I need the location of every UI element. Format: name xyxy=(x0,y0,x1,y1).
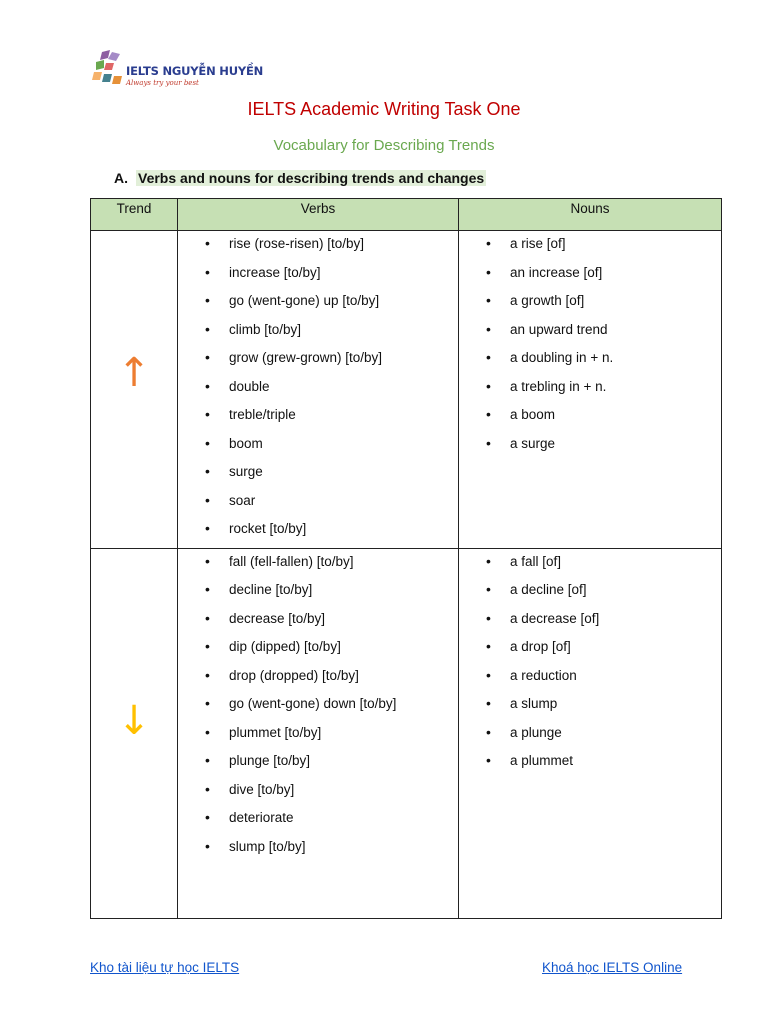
table-row-upward xyxy=(91,231,722,549)
verb-item: • drop (dropped) [to/by] xyxy=(178,666,458,695)
verb-item: • plunge [to/by] xyxy=(178,751,458,780)
verb-item: • soar xyxy=(178,491,458,520)
arrow-down-icon: ↓ xyxy=(117,697,151,744)
noun-item: • a reduction xyxy=(459,666,721,695)
verbs-list-up xyxy=(178,231,458,548)
section-text: Verbs and nouns for describing trends and changes xyxy=(138,170,485,186)
verb-item: • dive [to/by] xyxy=(178,780,458,809)
noun-item: • a plummet xyxy=(459,751,721,780)
nouns-cell-up xyxy=(459,231,722,549)
noun-item: • a fall [of] xyxy=(459,552,721,581)
trend-cell-down xyxy=(91,548,178,918)
brand-logo xyxy=(92,48,262,94)
verb-item: • treble/triple xyxy=(178,405,458,434)
arrow-up-icon: ↑ xyxy=(117,350,151,396)
section-heading xyxy=(114,170,486,186)
verb-item: • decline [to/by] xyxy=(178,580,458,609)
noun-item: • a trebling in + n. xyxy=(459,377,721,406)
verb-item: • dip (dipped) [to/by] xyxy=(178,637,458,666)
noun-item: • a plunge xyxy=(459,723,721,752)
noun-item: • a rise [of] xyxy=(459,234,721,263)
verb-item: • slump [to/by] xyxy=(178,837,458,866)
noun-item: • a decrease [of] xyxy=(459,609,721,638)
page-subtitle: Vocabulary for Describing Trends xyxy=(273,137,495,154)
nouns-list-up xyxy=(459,231,721,462)
nouns-list-down xyxy=(459,549,721,780)
logo-mark-icon xyxy=(92,48,126,94)
verb-item: • grow (grew-grown) [to/by] xyxy=(178,348,458,377)
page-title: IELTS Academic Writing Task One xyxy=(247,99,521,119)
noun-item: • a decline [of] xyxy=(459,580,721,609)
verb-item: • plummet [to/by] xyxy=(178,723,458,752)
verb-item: • go (went-gone) up [to/by] xyxy=(178,291,458,320)
verb-item: • surge xyxy=(178,462,458,491)
noun-item: • a boom xyxy=(459,405,721,434)
verbs-cell-down xyxy=(178,548,459,918)
noun-item: • a slump xyxy=(459,694,721,723)
verb-item: • rise (rose-risen) [to/by] xyxy=(178,234,458,263)
verb-item: • double xyxy=(178,377,458,406)
verb-item: • boom xyxy=(178,434,458,463)
table-header-row xyxy=(91,199,722,231)
verbs-cell-up xyxy=(178,231,459,549)
footer-link-course[interactable]: Khoá học IELTS Online xyxy=(542,960,683,975)
logo-tagline: Always try your best xyxy=(126,79,199,87)
header-verbs: Verbs xyxy=(178,199,459,231)
verbs-list-down xyxy=(178,549,458,866)
noun-item: • a doubling in + n. xyxy=(459,348,721,377)
footer-link-materials[interactable]: Kho tài liệu tự học IELTS xyxy=(90,960,240,975)
table-row-downward xyxy=(91,548,722,918)
verb-item: • climb [to/by] xyxy=(178,320,458,349)
verb-item: • rocket [to/by] xyxy=(178,519,458,548)
nouns-cell-down xyxy=(459,548,722,918)
section-letter: A. xyxy=(114,170,128,186)
verb-item: • decrease [to/by] xyxy=(178,609,458,638)
header-trend: Trend xyxy=(91,199,178,231)
vocab-table xyxy=(90,198,722,919)
logo-name: IELTS NGUYỄN HUYỀN xyxy=(126,64,264,78)
noun-item: • a surge xyxy=(459,434,721,463)
trend-cell-up xyxy=(91,231,178,549)
verb-item: • increase [to/by] xyxy=(178,263,458,292)
noun-item: • a growth [of] xyxy=(459,291,721,320)
verb-item: • deteriorate xyxy=(178,808,458,837)
verb-item: • go (went-gone) down [to/by] xyxy=(178,694,458,723)
noun-item: • a drop [of] xyxy=(459,637,721,666)
noun-item: • an upward trend xyxy=(459,320,721,349)
header-nouns: Nouns xyxy=(459,199,722,231)
verb-item: • fall (fell-fallen) [to/by] xyxy=(178,552,458,581)
noun-item: • an increase [of] xyxy=(459,263,721,292)
